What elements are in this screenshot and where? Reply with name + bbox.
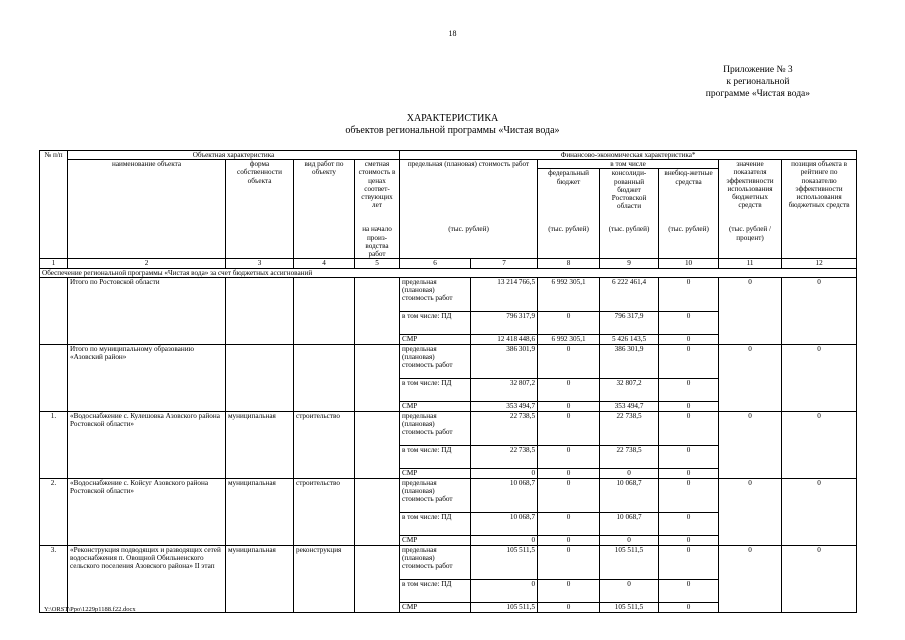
header-form: форма собственности объекта [226, 160, 294, 259]
rating-position: 0 [782, 344, 857, 411]
estimated-cost [355, 411, 400, 478]
rating-position: 0 [782, 411, 857, 478]
efficiency-value: 0 [719, 411, 782, 478]
file-path-footer: Y:\ORST\Ppo\1229p1188.f22.docx [44, 606, 136, 613]
offbudget-value: 0 [659, 468, 719, 478]
header-unit-cons: (тыс. рублей) [600, 225, 659, 259]
federal-budget-value: 0 [538, 311, 600, 334]
header-cons: консолиди-рованный бюджет Ростовской области [600, 169, 659, 226]
consolidated-budget-value: 386 301,9 [600, 344, 659, 378]
header-unit-fed: (тыс. рублей) [538, 225, 600, 259]
colnum: 11 [719, 259, 782, 268]
federal-budget-value: 0 [538, 602, 600, 612]
header-fed: федеральный бюджет [538, 169, 600, 226]
federal-budget-value: 0 [538, 411, 600, 445]
title-main: ХАРАКТЕРИСТИКА [406, 113, 499, 124]
limit-cost-value: 386 301,9 [471, 344, 538, 378]
estimated-cost [355, 344, 400, 411]
colnum: 12 [782, 259, 857, 268]
limit-cost-value: 10 068,7 [471, 478, 538, 512]
efficiency-value: 0 [719, 478, 782, 545]
table-row [40, 277, 857, 311]
cost-label: в том числе: ПД [400, 311, 471, 334]
cost-label: в том числе: ПД [400, 378, 471, 401]
header-obj-group: Объектная характеристика [68, 151, 400, 160]
ownership-form [226, 344, 294, 411]
header-incl: в том числе [538, 160, 719, 169]
colnum: 7 [471, 259, 538, 268]
ownership-form: муниципальная [226, 411, 294, 478]
federal-budget-value: 6 992 305,1 [538, 277, 600, 311]
federal-budget-value: 0 [538, 545, 600, 579]
offbudget-value: 0 [659, 311, 719, 334]
work-type: строительство [294, 478, 355, 545]
cost-label: СМР [400, 468, 471, 478]
limit-cost-value: 32 807,2 [471, 378, 538, 401]
header-row-1 [40, 151, 857, 160]
header-offb: внебюд-жетные средства [659, 169, 719, 226]
colnum: 10 [659, 259, 719, 268]
offbudget-value: 0 [659, 411, 719, 445]
efficiency-value: 0 [719, 344, 782, 411]
row-number [40, 344, 68, 411]
page-number: 18 [448, 29, 457, 38]
estimated-cost [355, 277, 400, 344]
cost-label: в том числе: ПД [400, 579, 471, 602]
column-number-row [40, 259, 857, 268]
consolidated-budget-value: 10 068,7 [600, 478, 659, 512]
consolidated-budget-value: 796 317,9 [600, 311, 659, 334]
colnum: 1 [40, 259, 68, 268]
limit-cost-value: 0 [471, 535, 538, 545]
consolidated-budget-value: 105 511,5 [600, 602, 659, 612]
rating-position: 0 [782, 545, 857, 612]
header-unit-eff: (тыс. рублей / процент) [719, 225, 782, 259]
offbudget-value: 0 [659, 334, 719, 344]
row-number: 3. [40, 545, 68, 612]
header-eff: значение показателя эффективности использования бюджетных средств [719, 160, 782, 226]
section-row [40, 268, 857, 277]
limit-cost-value: 12 418 448,6 [471, 334, 538, 344]
efficiency-value: 0 [719, 277, 782, 344]
limit-cost-value: 10 068,7 [471, 512, 538, 535]
colnum: 9 [600, 259, 659, 268]
row-number: 2. [40, 478, 68, 545]
work-type: реконструкция [294, 545, 355, 612]
ownership-form [226, 277, 294, 344]
header-fin-group: Финансово-экономическая характеристика* [400, 151, 857, 160]
consolidated-budget-value: 0 [600, 468, 659, 478]
header-work: вид работ по объекту [294, 160, 355, 259]
consolidated-budget-value: 32 807,2 [600, 378, 659, 401]
estimated-cost [355, 545, 400, 612]
annex-line: к региональной [726, 77, 790, 87]
federal-budget-value: 0 [538, 344, 600, 378]
cost-label: предельная (плановая) стоимость работ [400, 411, 471, 445]
header-cost: сметная стоимость в ценах соответ-ствующих лет [355, 160, 400, 226]
header-unit-main: (тыс. рублей) [400, 225, 538, 259]
federal-budget-value: 0 [538, 445, 600, 468]
consolidated-budget-value: 10 068,7 [600, 512, 659, 535]
cost-label: СМР [400, 535, 471, 545]
cost-label: СМР [400, 401, 471, 411]
colnum: 5 [355, 259, 400, 268]
header-cost2: на начало произ-водства работ [355, 225, 400, 259]
offbudget-value: 0 [659, 602, 719, 612]
federal-budget-value: 0 [538, 579, 600, 602]
work-type [294, 277, 355, 344]
colnum: 8 [538, 259, 600, 268]
limit-cost-value: 105 511,5 [471, 545, 538, 579]
limit-cost-value: 22 738,5 [471, 445, 538, 468]
limit-cost-value: 0 [471, 579, 538, 602]
consolidated-budget-value: 0 [600, 535, 659, 545]
header-row-2 [40, 160, 857, 169]
federal-budget-value: 0 [538, 478, 600, 512]
offbudget-value: 0 [659, 401, 719, 411]
object-name: «Водоснабжение с. Кулешовка Азовского района Ростовской области» [68, 411, 226, 478]
consolidated-budget-value: 22 738,5 [600, 445, 659, 468]
colnum: 2 [68, 259, 226, 268]
header-name: наименование объекта [68, 160, 226, 259]
cost-label: в том числе: ПД [400, 512, 471, 535]
header-rank: позиция объекта в рейтинге по показателю эффективности использования бюджетных средств [782, 160, 857, 226]
consolidated-budget-value: 353 494,7 [600, 401, 659, 411]
colnum: 3 [226, 259, 294, 268]
cost-label: предельная (плановая) стоимость работ [400, 344, 471, 378]
offbudget-value: 0 [659, 535, 719, 545]
federal-budget-value: 0 [538, 535, 600, 545]
annex-line: Приложение № 3 [723, 65, 793, 75]
cost-label: СМР [400, 602, 471, 612]
colnum: 6 [400, 259, 471, 268]
cost-label: в том числе: ПД [400, 445, 471, 468]
table-row [40, 545, 857, 579]
consolidated-budget-value: 6 222 461,4 [600, 277, 659, 311]
limit-cost-value: 22 738,5 [471, 411, 538, 445]
offbudget-value: 0 [659, 277, 719, 311]
cost-label: предельная (плановая) стоимость работ [400, 545, 471, 579]
limit-cost-value: 353 494,7 [471, 401, 538, 411]
work-type [294, 344, 355, 411]
rating-position: 0 [782, 277, 857, 344]
consolidated-budget-value: 105 511,5 [600, 545, 659, 579]
cost-label: СМР [400, 334, 471, 344]
colnum: 4 [294, 259, 355, 268]
federal-budget-value: 0 [538, 512, 600, 535]
rating-position: 0 [782, 478, 857, 545]
offbudget-value: 0 [659, 478, 719, 512]
efficiency-value: 0 [719, 545, 782, 612]
section-title: Обеспечение региональной программы «Чистая вода» за счет бюджетных ассигнований [40, 268, 857, 277]
table-row [40, 478, 857, 512]
ownership-form: муниципальная [226, 545, 294, 612]
object-name: «Водоснабжение с. Койсуг Азовского района Ростовской области» [68, 478, 226, 545]
table-row [40, 344, 857, 378]
row-number: 1. [40, 411, 68, 478]
offbudget-value: 0 [659, 344, 719, 378]
federal-budget-value: 6 992 305,1 [538, 334, 600, 344]
offbudget-value: 0 [659, 512, 719, 535]
cost-label: предельная (плановая) стоимость работ [400, 478, 471, 512]
limit-cost-value: 0 [471, 468, 538, 478]
offbudget-value: 0 [659, 545, 719, 579]
row-number [40, 277, 68, 344]
header-limit: предельная (плановая) стоимость работ [400, 160, 538, 226]
object-name: Итого по муниципальному образованию «Азовский район» [68, 344, 226, 411]
limit-cost-value: 13 214 766,5 [471, 277, 538, 311]
offbudget-value: 0 [659, 378, 719, 401]
object-name: Итого по Ростовской области [68, 277, 226, 344]
estimated-cost [355, 478, 400, 545]
annex-line: программе «Чистая вода» [705, 89, 810, 99]
header-unit-offb: (тыс. рублей) [659, 225, 719, 259]
offbudget-value: 0 [659, 579, 719, 602]
document-title [0, 113, 905, 137]
header-unit-rank [782, 225, 857, 259]
federal-budget-value: 0 [538, 378, 600, 401]
ownership-form: муниципальная [226, 478, 294, 545]
work-type: строительство [294, 411, 355, 478]
title-sub: объектов региональной программы «Чистая вода» [345, 125, 560, 136]
table-row [40, 411, 857, 445]
federal-budget-value: 0 [538, 401, 600, 411]
object-name: «Реконструкция подводящих и разводящих сетей водоснабжения п. Овощной Обильненского сельского поселения Азовского района» II этап [68, 545, 226, 612]
offbudget-value: 0 [659, 445, 719, 468]
consolidated-budget-value: 22 738,5 [600, 411, 659, 445]
characteristics-table [39, 150, 857, 613]
consolidated-budget-value: 0 [600, 579, 659, 602]
header-no: № п/п [40, 151, 68, 259]
annex-header [706, 64, 810, 100]
limit-cost-value: 105 511,5 [471, 602, 538, 612]
consolidated-budget-value: 5 426 143,5 [600, 334, 659, 344]
limit-cost-value: 796 317,9 [471, 311, 538, 334]
federal-budget-value: 0 [538, 468, 600, 478]
cost-label: предельная (плановая) стоимость работ [400, 277, 471, 311]
